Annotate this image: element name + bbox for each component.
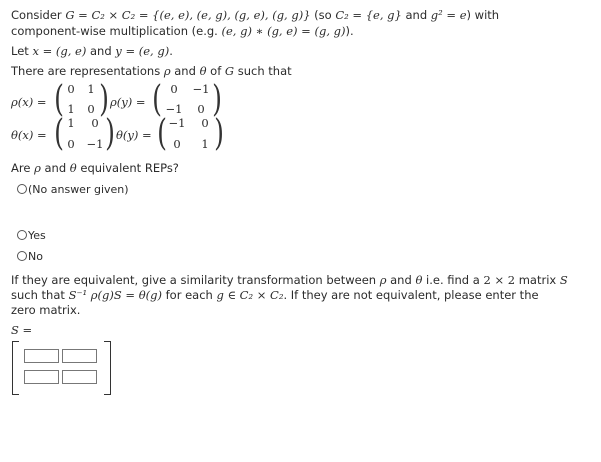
multiplication-example: (e, g) ∗ (g, e) = (g, g) (221, 24, 346, 38)
rho-x-label: ρ(x) = (11, 95, 47, 109)
similarity-instructions-line-2: such that S⁻¹ ρ(g)S = θ(g) for each g ∈ C₂ × C₂. If they are not equivalent, please enter the (11, 288, 539, 302)
matrix-cell: 1 (67, 102, 75, 116)
matrix-cell: 0 (67, 82, 75, 96)
similarity-instructions-line-1: If they are equivalent, give a similarity transformation between ρ and θ i.e. find a 2 × 2 matrix S (11, 273, 568, 287)
matrix-cell-input-r2c2[interactable] (62, 370, 97, 384)
theta-x-label: θ(x) = (11, 128, 47, 142)
s-label: S = (11, 323, 33, 337)
left-paren: ( (157, 113, 167, 154)
matrix-cell: 0 (173, 137, 181, 151)
similarity-instructions-line-3: zero matrix. (11, 303, 81, 317)
radio-option-no-answer[interactable] (17, 183, 129, 196)
matrix-cell: −1 (86, 137, 104, 151)
intro-line-1: Consider G = C₂ × C₂ = {(e, e), (e, g), (g, e), (g, g)} (so C₂ = {e, g} and g² = e) with (11, 8, 500, 22)
radio-label: (No answer given) (28, 183, 129, 196)
matrix-cell: 0 (170, 82, 178, 96)
radio-option-yes[interactable] (17, 229, 46, 242)
intro-line-2: component-wise multiplication (e.g. (e, g) ∗ (g, e) = (g, g)). (11, 24, 354, 38)
let-line: Let x = (g, e) and y = (e, g). (11, 44, 173, 58)
matrix-cell: −1 (168, 116, 186, 130)
matrix-cell: −1 (165, 102, 183, 116)
matrix-cell-input-r1c2[interactable] (62, 349, 97, 363)
left-bracket (12, 341, 19, 395)
matrix-cell: 0 (87, 102, 95, 116)
c2-definition: C₂ = {e, g} (335, 8, 402, 22)
representations-line: There are representations ρ and θ of G such that (11, 64, 292, 78)
matrix-cell: 0 (201, 116, 209, 130)
y-definition: y = (e, g) (115, 44, 170, 58)
right-paren: ) (212, 79, 222, 120)
rho-y-label: ρ(y) = (110, 95, 146, 109)
matrix-cell: 1 (201, 137, 209, 151)
equivalence-question: Are ρ and θ equivalent REPs? (11, 161, 179, 175)
right-bracket (104, 341, 111, 395)
right-paren: ) (105, 113, 115, 154)
radio-label: Yes (28, 229, 46, 242)
group-definition: G = C₂ × C₂ = {(e, e), (e, g), (g, e), (g, g)} (65, 8, 311, 22)
left-paren: ( (54, 113, 64, 154)
left-paren: ( (152, 79, 162, 120)
left-paren: ( (54, 79, 64, 120)
radio-circle[interactable] (17, 251, 27, 261)
theta-y-label: θ(y) = (116, 128, 152, 142)
radio-circle[interactable] (17, 184, 27, 194)
radio-option-no[interactable] (17, 250, 43, 263)
matrix-cell: 1 (87, 82, 95, 96)
matrix-cell: 1 (67, 116, 75, 130)
g-squared-definition: g² = e (430, 8, 467, 22)
matrix-cell: 0 (67, 137, 75, 151)
matrix-cell-input-r2c1[interactable] (24, 370, 59, 384)
matrix-cell-input-r1c1[interactable] (24, 349, 59, 363)
matrix-cell: −1 (192, 82, 210, 96)
x-definition: x = (g, e) (32, 44, 87, 58)
matrix-cell: 0 (197, 102, 205, 116)
right-paren: ) (99, 79, 109, 120)
right-paren: ) (214, 113, 224, 154)
matrix-cell: 0 (91, 116, 99, 130)
radio-circle[interactable] (17, 230, 27, 240)
radio-label: No (28, 250, 43, 263)
